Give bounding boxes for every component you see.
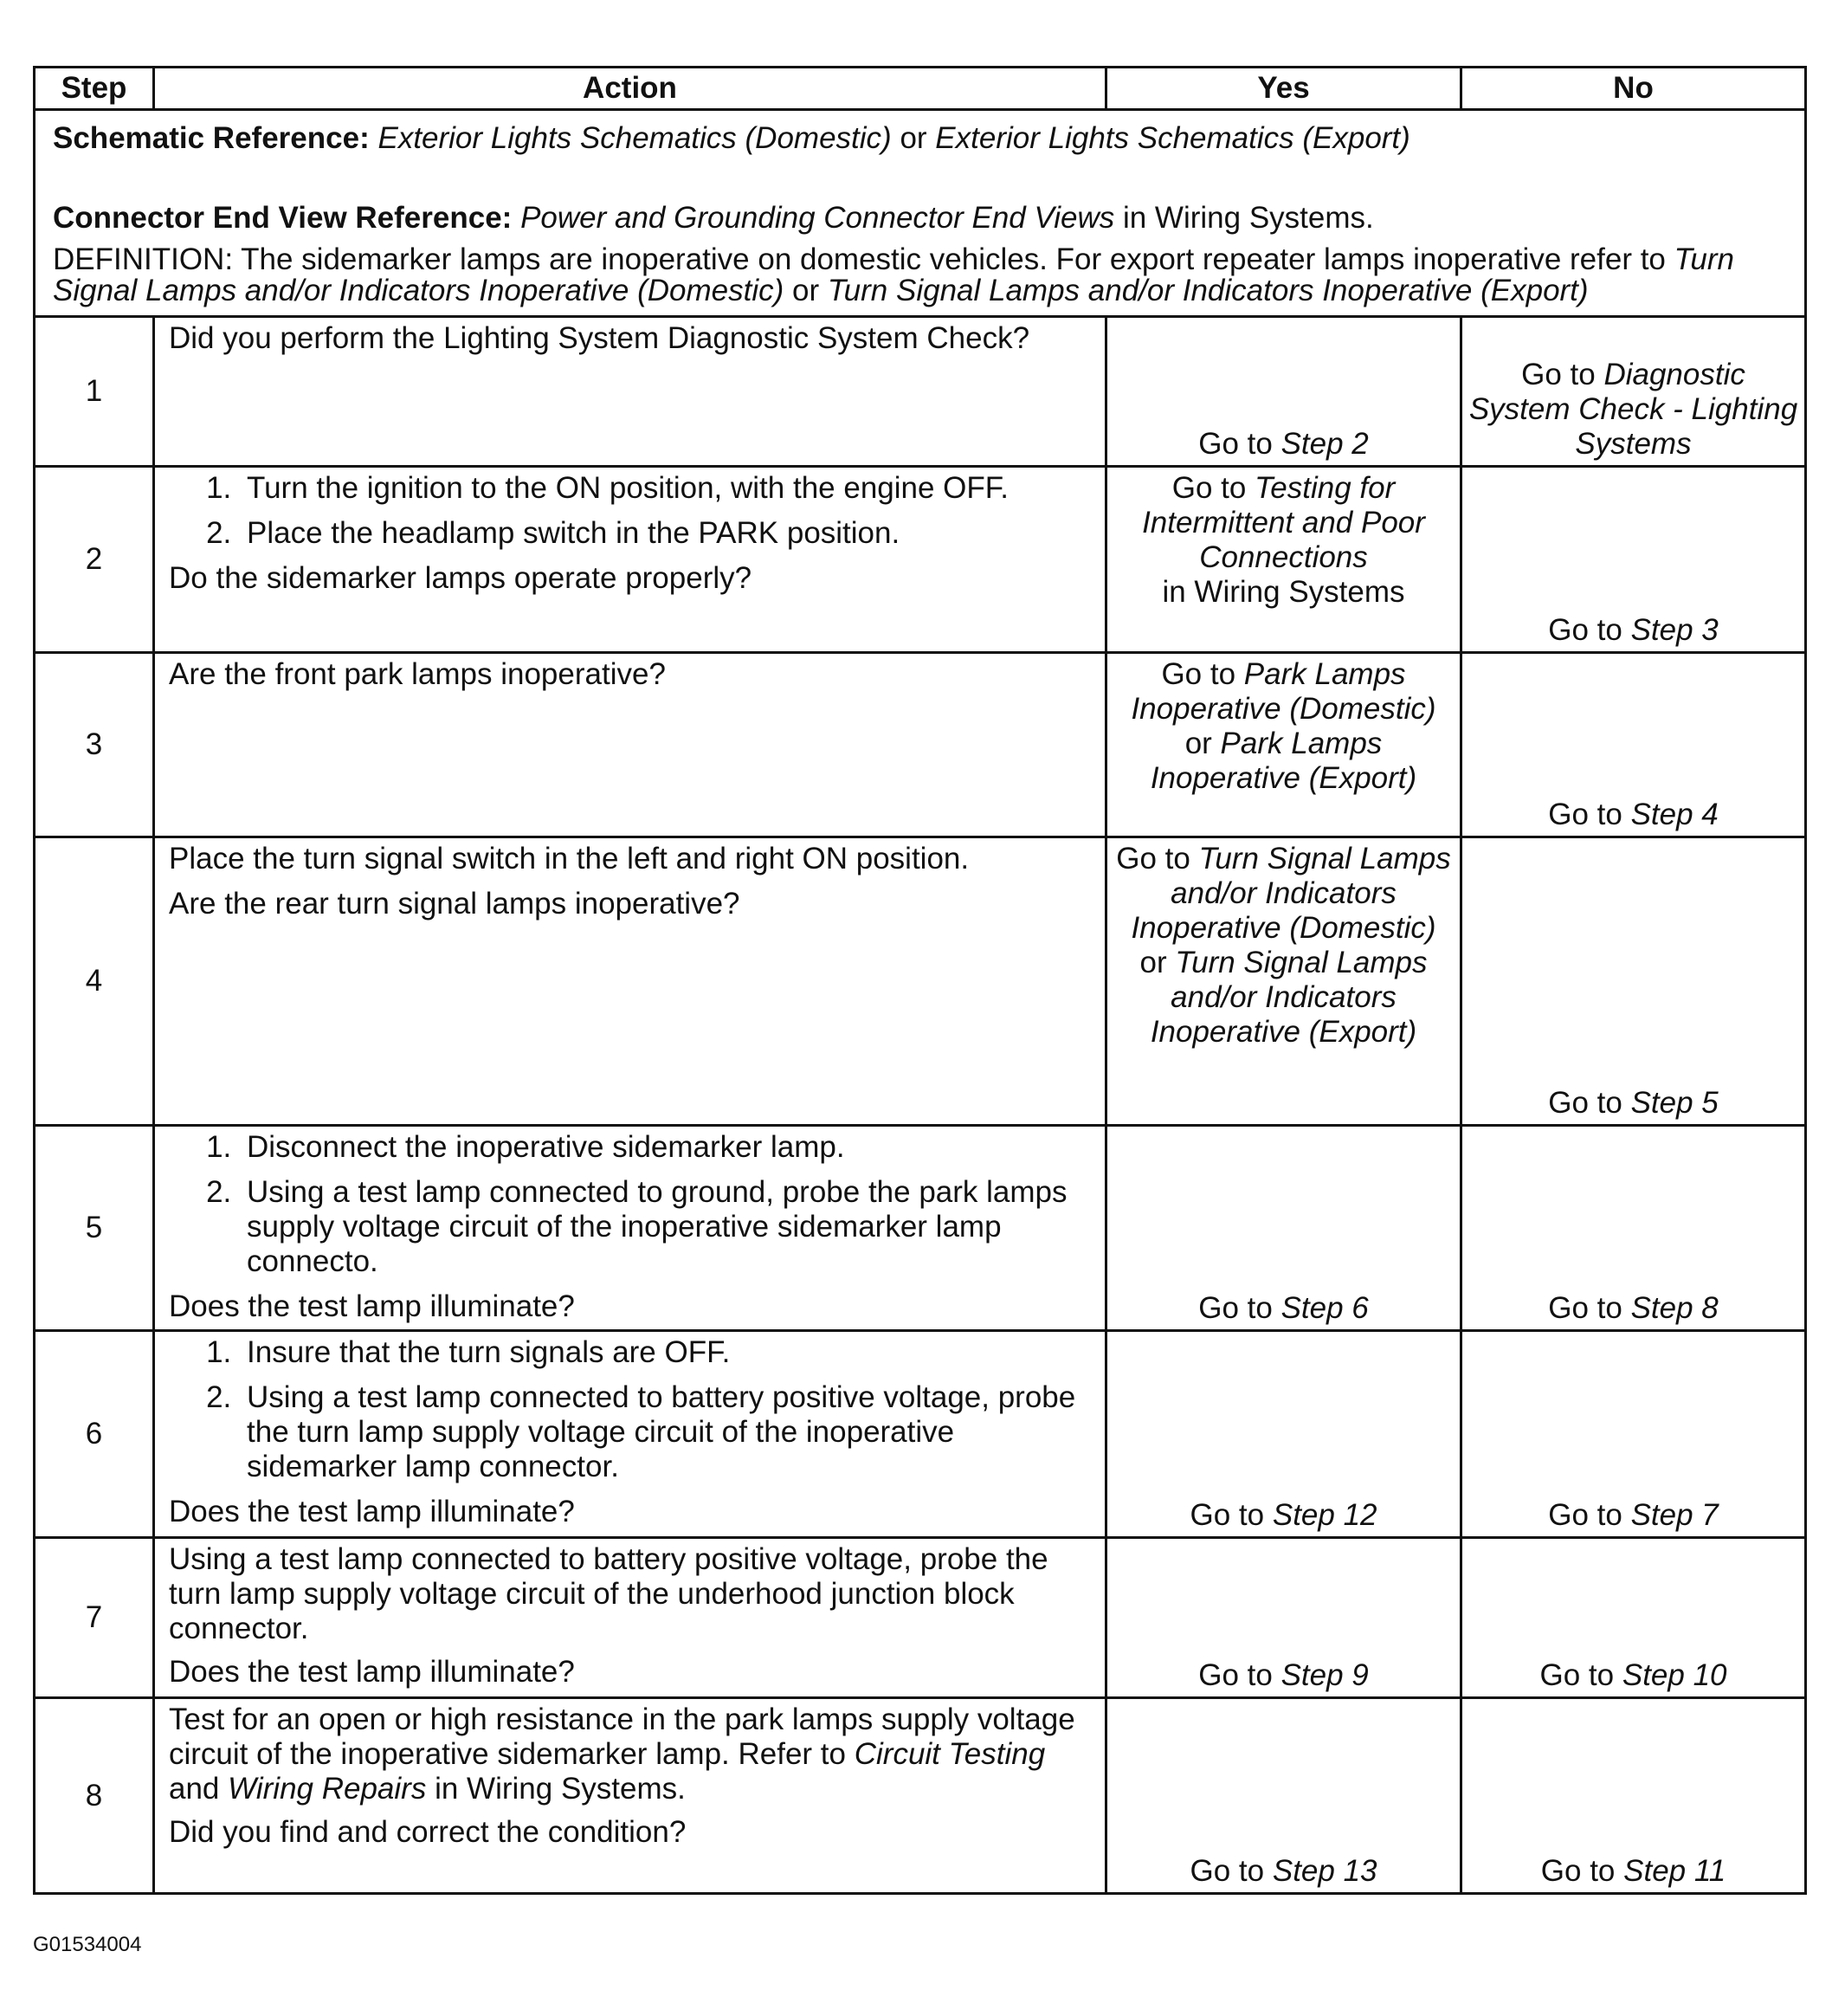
action-cell [154,1331,1106,1538]
list-item: 1. Turn the ignition to the ON position, with the engine OFF. [240,471,1093,506]
yes-or: or [1184,727,1212,760]
definition-link-export[interactable]: Turn Signal Lamps and/or Indicators Inoperative (Export) [827,274,1589,307]
header-step: Step [35,68,154,110]
step-number: 3 [35,653,154,837]
yes-link[interactable]: Testing for Intermittent and Poor Connections [1142,471,1425,574]
action-text: Did you perform the Lighting System Diagnostic System Check? [169,321,1030,355]
yes-cell [1106,467,1461,653]
action-question: Do the sidemarker lamps operate properly? [169,561,752,595]
circuit-testing-link[interactable]: Circuit Testing [854,1737,1046,1771]
step-number: 2 [35,467,154,653]
no-link[interactable]: Step 11 [1623,1854,1726,1888]
yes-prefix: Go to [1190,1854,1265,1888]
definition-or: or [792,274,820,307]
yes-cell [1106,1698,1461,1894]
definition-link-domestic[interactable]: Turn Signal Lamps and/or Indicators Inoperative (Domestic) [53,242,1735,307]
action-cell [154,1538,1106,1698]
no-cell [1461,1126,1806,1331]
wiring-repairs-link[interactable]: Wiring Repairs [228,1772,427,1806]
action-text: Are the front park lamps inoperative? [169,657,666,691]
action-question: Does the test lamp illuminate? [169,1655,575,1689]
definition-text: DEFINITION: The sidemarker lamps are inoperative on domestic vehicles. For export repeater lamps inoperative refer to [53,242,1666,276]
yes-cell [1106,1538,1461,1698]
action-cell [154,317,1106,467]
table-row [35,1126,1806,1331]
table-row [35,1698,1806,1894]
action-and: and [169,1772,220,1806]
yes-link[interactable]: Step 12 [1272,1498,1377,1532]
no-prefix: Go to [1540,1854,1616,1888]
header-no: No [1461,68,1806,110]
no-cell [1461,1331,1806,1538]
connector-label: Connector End View Reference: [53,201,513,235]
action-list [169,1130,1093,1279]
yes-cell [1106,317,1461,467]
step-number: 7 [35,1538,154,1698]
table-row [35,1331,1806,1538]
yes-link[interactable]: Step 2 [1280,427,1369,461]
header-row [35,68,1806,110]
schematic-or: or [900,121,927,155]
no-prefix: Go to [1521,358,1596,391]
table-row [35,1538,1806,1698]
no-prefix: Go to [1548,1086,1622,1120]
yes-cell [1106,653,1461,837]
connector-suffix: in Wiring Systems. [1122,201,1374,235]
schematic-label: Schematic Reference: [53,121,370,155]
no-link[interactable]: Step 8 [1630,1291,1719,1325]
list-item: 2. Place the headlamp switch in the PARK position. [240,516,1093,551]
header-action: Action [154,68,1106,110]
no-link[interactable]: Step 10 [1622,1658,1727,1692]
no-link[interactable]: Step 7 [1630,1498,1719,1532]
action-text-part: in Wiring Systems. [435,1772,686,1806]
reference-row [35,110,1806,317]
schematic-link-export[interactable]: Exterior Lights Schematics (Export) [935,121,1410,155]
list-item: 1. Insure that the turn signals are OFF. [240,1335,1093,1370]
action-text [169,1703,1093,1806]
action-cell [154,1698,1106,1894]
yes-prefix: Go to [1198,427,1273,461]
no-prefix: Go to [1539,1658,1615,1692]
action-text-part: Test for an open or high resistance in the park lamps supply voltage circuit of the inoperative sidemarker lamp. Refer to [169,1703,1075,1771]
step-number: 8 [35,1698,154,1894]
no-cell [1461,837,1806,1126]
no-prefix: Go to [1548,1291,1622,1325]
list-item: 2. Using a test lamp connected to battery positive voltage, probe the turn lamp supply voltage circuit of the inoperative sidemarker lamp connector. [240,1380,1093,1484]
table-row [35,653,1806,837]
schematic-reference [53,121,1787,156]
no-link[interactable]: Step 4 [1630,798,1719,831]
yes-prefix: Go to [1198,1658,1273,1692]
yes-prefix: Go to [1116,842,1190,876]
figure-id: G01534004 [33,1933,142,1956]
yes-link[interactable]: Step 13 [1272,1854,1377,1888]
no-cell [1461,653,1806,837]
yes-link-2[interactable]: Park Lamps Inoperative (Export) [1150,727,1417,795]
action-question: Did you find and correct the condition? [169,1815,687,1849]
action-cell [154,653,1106,837]
action-cell [154,467,1106,653]
connector-link[interactable]: Power and Grounding Connector End Views [520,201,1115,235]
step-number: 4 [35,837,154,1126]
list-item: 2. Using a test lamp connected to ground, probe the park lamps supply voltage circuit of the inoperative sidemarker lamp connecto. [240,1175,1093,1279]
yes-prefix: Go to [1171,471,1247,505]
yes-prefix: Go to [1198,1291,1273,1325]
yes-cell [1106,1126,1461,1331]
header-yes: Yes [1106,68,1461,110]
diagnostic-table [33,66,1807,1895]
yes-cell [1106,837,1461,1126]
yes-link-2[interactable]: Turn Signal Lamps and/or Indicators Inoperative (Export) [1150,946,1428,1049]
action-cell [154,1126,1106,1331]
reference-cell [35,110,1806,317]
yes-suffix: in Wiring Systems [1162,575,1405,609]
no-link[interactable]: Step 3 [1630,613,1719,647]
action-text: Place the turn signal switch in the left and right ON position. [169,842,970,876]
table-row [35,837,1806,1126]
no-link[interactable]: Diagnostic System Check - Lighting Systems [1468,358,1798,461]
step-number: 5 [35,1126,154,1331]
list-item: 1. Disconnect the inoperative sidemarker lamp. [240,1130,1093,1165]
no-cell [1461,1698,1806,1894]
step-number: 1 [35,317,154,467]
yes-link[interactable]: Step 9 [1280,1658,1369,1692]
yes-link[interactable]: Turn Signal Lamps and/or Indicators Inoperative (Domestic) [1131,842,1451,945]
action-question: Does the test lamp illuminate? [169,1495,575,1528]
step-number: 6 [35,1331,154,1538]
action-text: Using a test lamp connected to battery positive voltage, probe the turn lamp supply voltage circuit of the underhood junction block connector. [169,1542,1048,1645]
action-list [169,1335,1093,1484]
yes-link[interactable]: Step 6 [1280,1291,1369,1325]
yes-or: or [1139,946,1167,979]
action-list [169,471,1093,551]
no-link[interactable]: Step 5 [1630,1086,1719,1120]
yes-prefix: Go to [1190,1498,1265,1532]
table-row [35,467,1806,653]
table-row [35,317,1806,467]
action-question: Does the test lamp illuminate? [169,1289,575,1323]
yes-cell [1106,1331,1461,1538]
no-cell [1461,317,1806,467]
no-prefix: Go to [1548,1498,1622,1532]
connector-reference [53,201,1787,236]
action-cell [154,837,1106,1126]
action-question: Are the rear turn signal lamps inoperative? [169,887,740,921]
yes-prefix: Go to [1161,657,1236,691]
yes-link[interactable]: Park Lamps Inoperative (Domestic) [1131,657,1436,726]
schematic-link-domestic[interactable]: Exterior Lights Schematics (Domestic) [377,121,892,155]
no-cell [1461,1538,1806,1698]
no-prefix: Go to [1548,613,1622,647]
no-cell [1461,467,1806,653]
no-prefix: Go to [1548,798,1622,831]
definition [53,244,1787,307]
